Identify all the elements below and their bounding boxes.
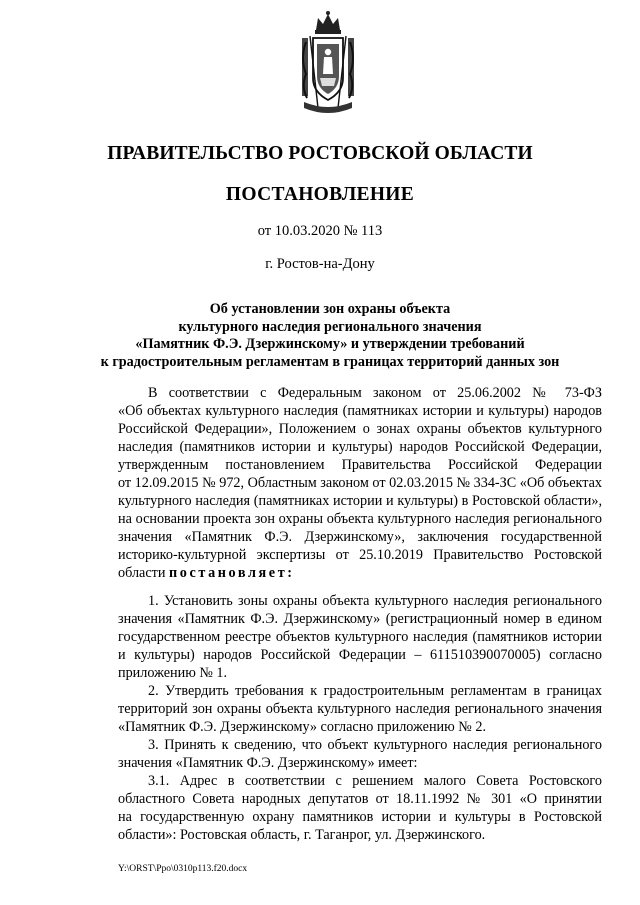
preamble-line: от 12.09.2015 № 972, Областным законом от 02.03.2015 № 334-ЗС «Об объектах <box>118 475 602 491</box>
item-line: 3.1. Адрес в соответствии с решением малого Совета Ростовского <box>148 773 602 789</box>
document-subject-title <box>60 301 600 371</box>
preamble-paragraph <box>118 384 602 582</box>
item-line: на государственную охрану памятников истории и культуры в Ростовской <box>118 809 602 825</box>
item-line: значения «Памятник Ф.Э. Дзержинскому» (регистрационный номер в едином <box>118 611 602 627</box>
document-city: г. Ростов-на-Дону <box>265 256 375 272</box>
item-line: приложению № 1. <box>118 665 228 681</box>
item-line: государственном реестре объектов культурного наследия (памятников истории <box>118 629 602 645</box>
file-path-footer: Y:\ORST\Ppo\0310p113.f20.docx <box>118 864 248 874</box>
preamble-final-prefix: области <box>118 565 169 581</box>
preamble-line: наследия (памятников истории и культуры) народов Российской Федерации, <box>118 439 602 455</box>
item-line: 1. Установить зоны охраны объекта культурного наследия регионального <box>148 593 602 609</box>
title-line: культурного наследия регионального значения <box>178 318 482 335</box>
document-date-number: от 10.03.2020 № 113 <box>257 223 383 239</box>
preamble-line: значения «Памятник Ф.Э. Дзержинскому», заключения государственной <box>118 529 602 545</box>
title-line: к градостроительным регламентам в границах территорий данных зон <box>100 353 560 370</box>
preamble-line: В соответствии с Федеральным законом от 25.06.2002 № 73-ФЗ <box>148 385 602 401</box>
item-line: территорий зон охраны объекта культурного наследия регионального значения <box>118 701 602 717</box>
government-name: ПРАВИТЕЛЬСТВО РОСТОВСКОЙ ОБЛАСТИ <box>107 143 533 164</box>
title-line: Об установлении зон охраны объекта <box>209 301 451 317</box>
title-line: «Памятник Ф.Э. Дзержинскому» и утверждении требований <box>135 336 525 352</box>
preamble-final-line <box>118 564 602 582</box>
item-line: областного Совета народных депутатов от 18.11.1992 № 301 «О принятии <box>118 791 602 807</box>
resolves-keyword: постановляет: <box>168 565 295 581</box>
preamble-line: Российской Федерации», Положением о зонах охраны объектов культурного <box>118 421 602 437</box>
preamble-line: «Об объектах культурного наследия (памятниках истории и культуры) народов <box>118 403 602 419</box>
item-line: и культуры) народов Российской Федерации – 611510390070005) согласно <box>118 647 602 663</box>
resolution-items <box>118 592 602 844</box>
preamble-line: утвержденным постановлением Правительства Российской Федерации <box>118 457 602 473</box>
item-line: «Памятник Ф.Э. Дзержинскому» согласно приложению № 2. <box>118 719 487 735</box>
preamble-line: историко-культурной экспертизы от 25.10.2019 Правительство Ростовской <box>118 547 602 563</box>
item-line: 3. Принять к сведению, что объект культурного наследия регионального <box>148 737 602 753</box>
rostov-region-coat-of-arms-icon <box>298 8 358 116</box>
item-line: значения «Памятник Ф.Э. Дзержинскому» имеет: <box>118 755 418 771</box>
document-type-title: ПОСТАНОВЛЕНИЕ <box>225 184 415 205</box>
item-line: 2. Утвердить требования к градостроительным регламентам в границах <box>148 683 602 699</box>
preamble-line: культурного наследия (памятниках истории и культуры) в Ростовской области», <box>118 493 602 509</box>
item-line: области»: Ростовская область, г. Таганрог, ул. Дзержинского. <box>118 827 486 843</box>
preamble-line: на основании проекта зон охраны объекта культурного наследия регионального <box>118 511 602 527</box>
